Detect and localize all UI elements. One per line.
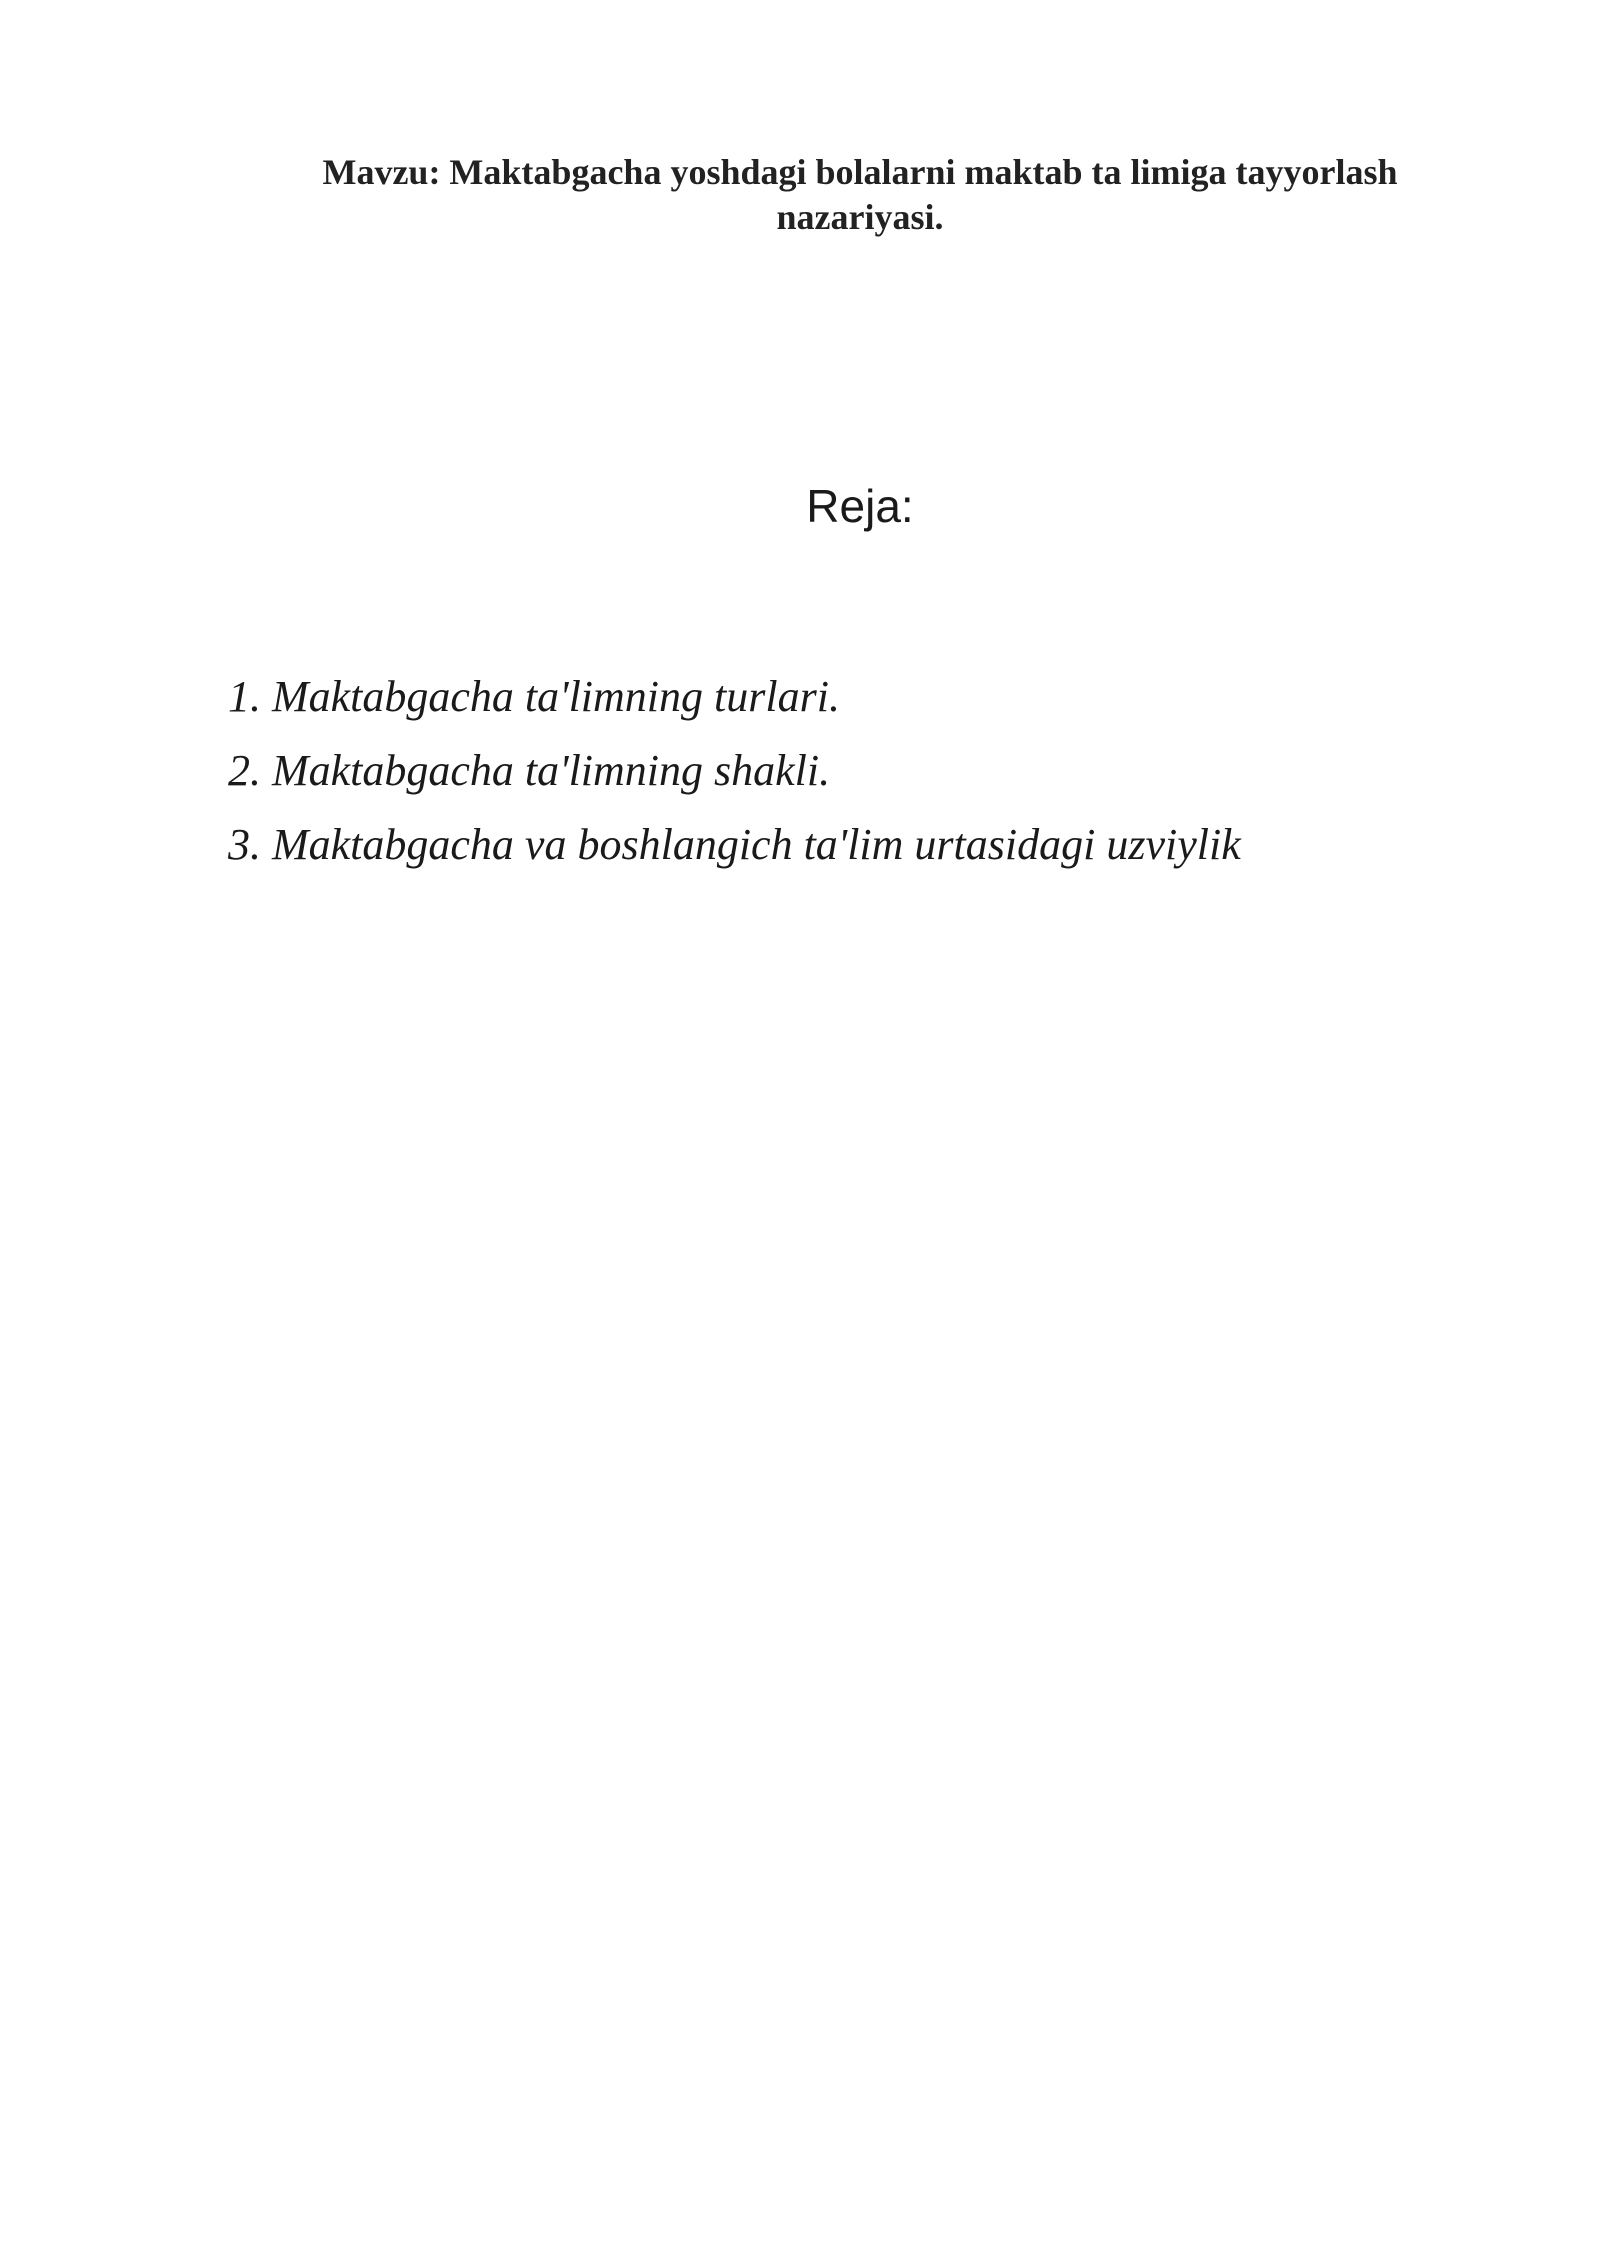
- document-title: [280, 150, 1440, 240]
- plan-item: 2. Maktabgacha ta'limning shakli.: [228, 746, 831, 795]
- plan-heading: Reja:: [806, 480, 914, 532]
- title-line-1: Mavzu: Maktabgacha yoshdagi bolalarni maktab ta limiga tayyorlash: [322, 152, 1398, 192]
- plan-item: 3. Maktabgacha va boshlangich ta'lim urtasidagi uzviylik: [228, 820, 1241, 869]
- plan-item: 1. Maktabgacha ta'limning turlari.: [228, 672, 840, 721]
- title-line-2: nazariyasi.: [776, 197, 944, 237]
- plan-list: [228, 660, 1528, 882]
